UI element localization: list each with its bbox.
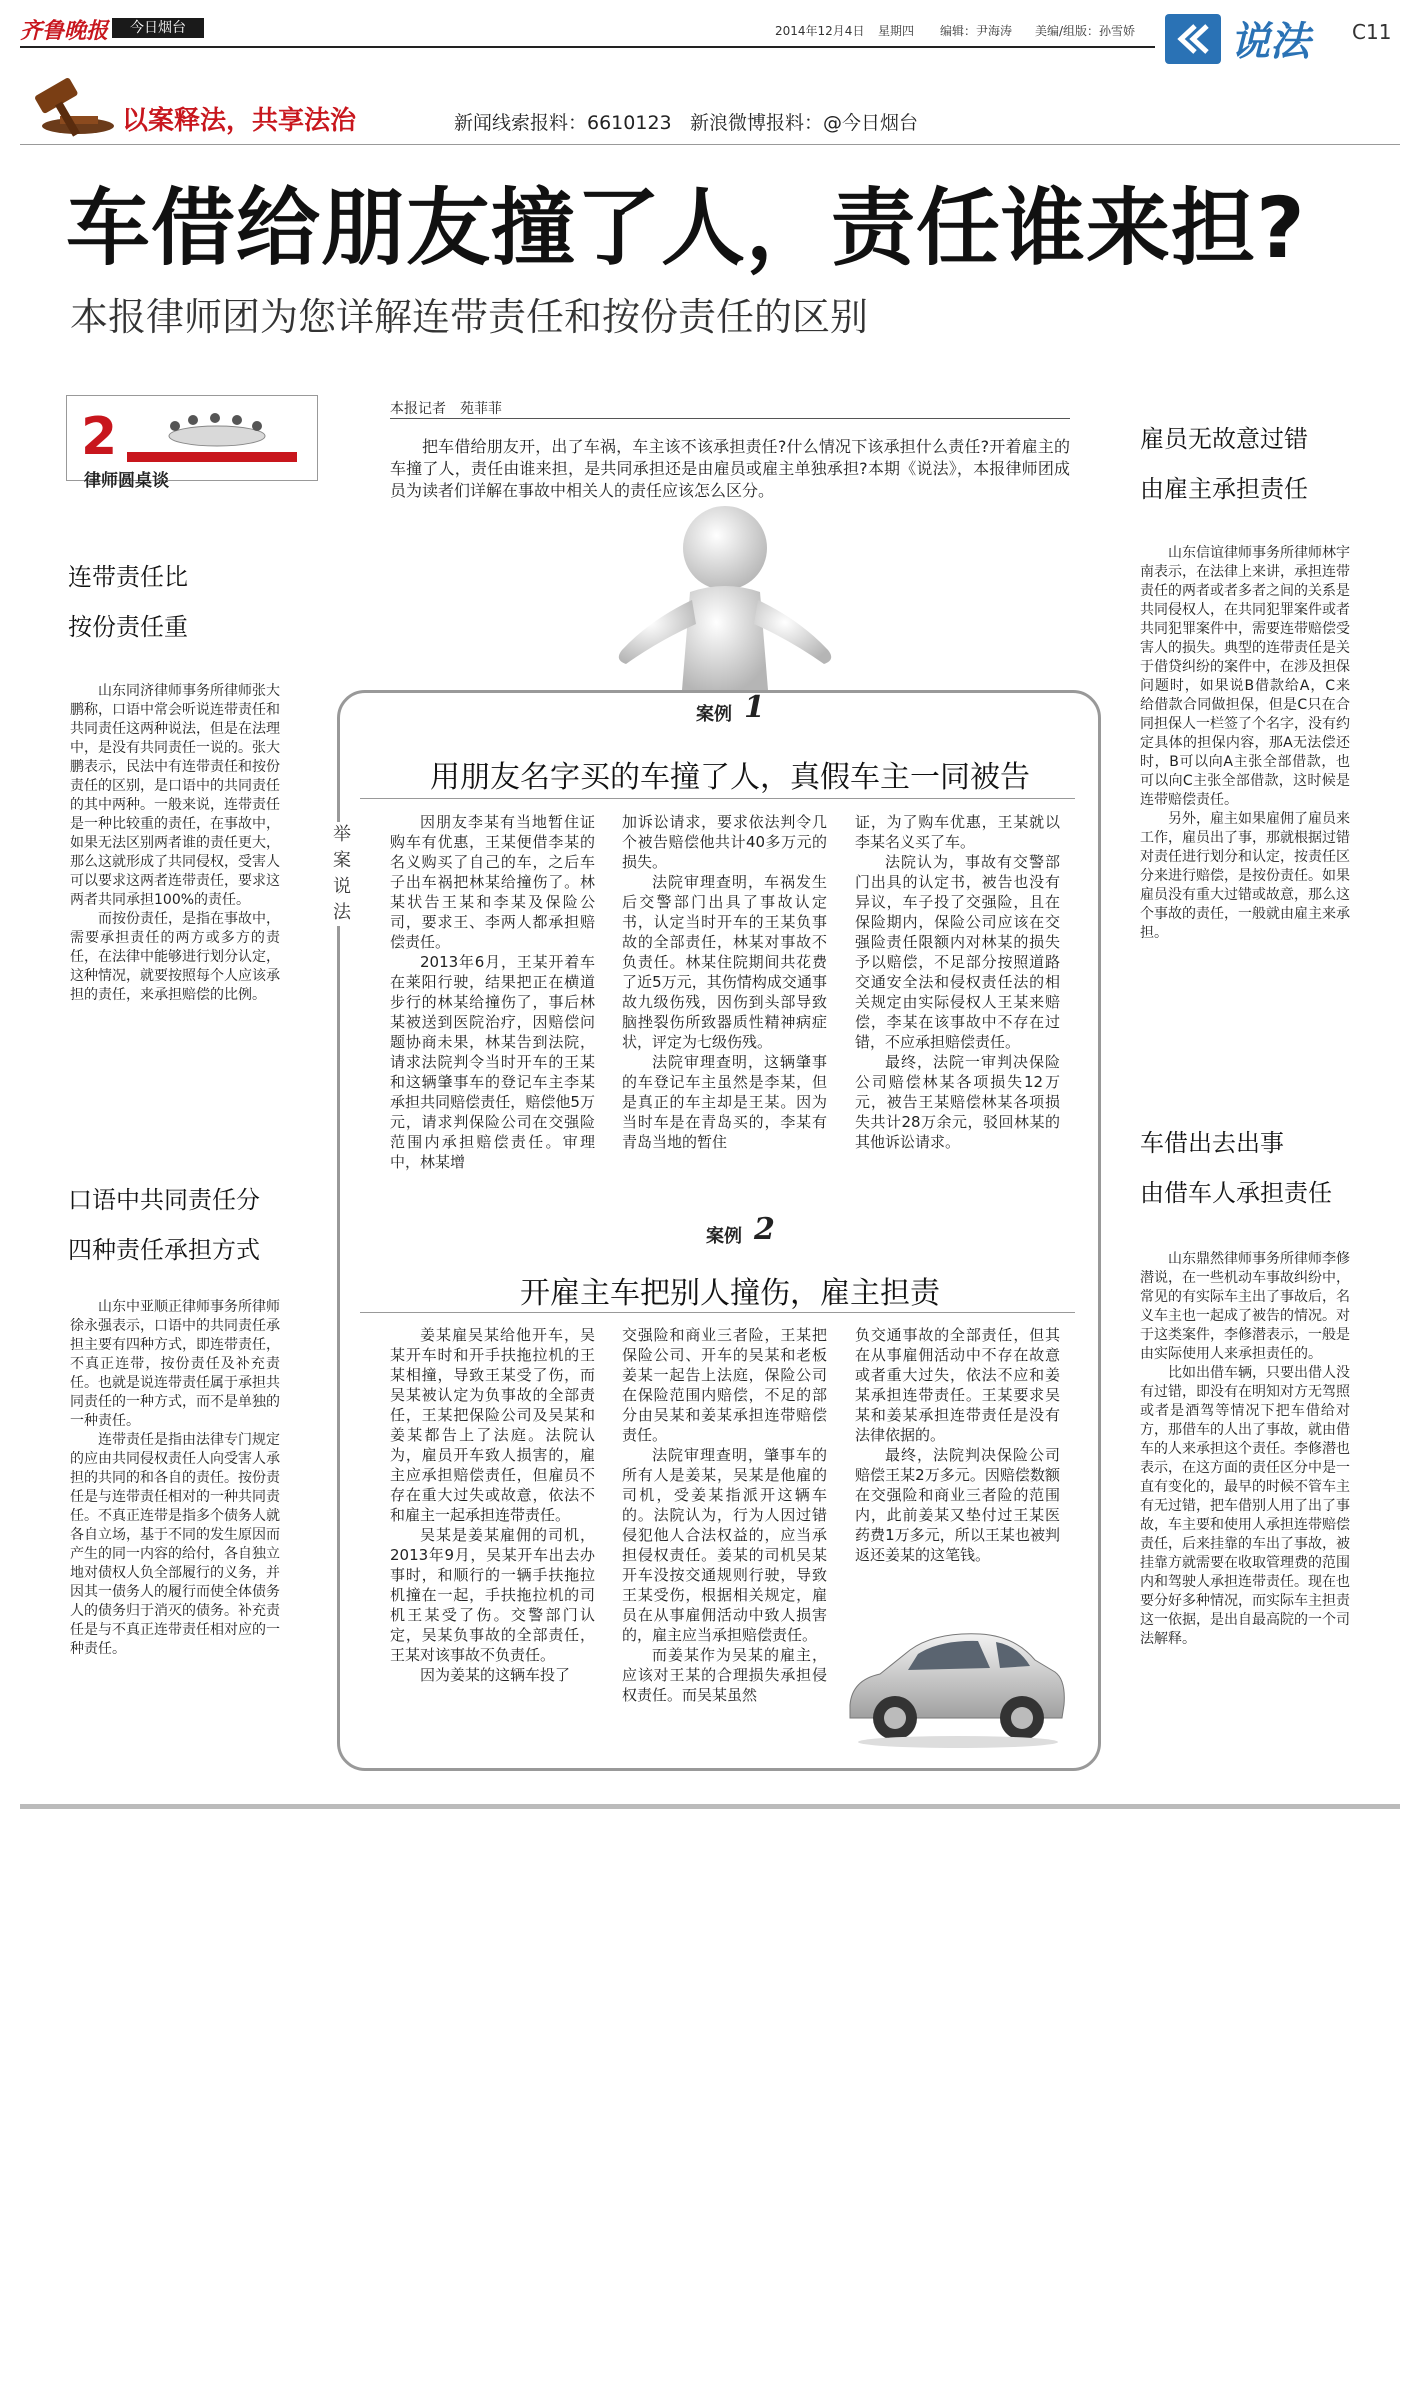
- designer-credit: 美编/组版：孙雪娇: [1035, 24, 1136, 38]
- paragraph: 法院认为，事故有交警部门出具的认定书，被告也没有异议，车子投了交强险，且在保险期内，保险公司应该在交强险责任限额内对林某的损失予以赔偿，不足部分按照道路交通安全法和侵权责任法的相关规定由实际侵权人王某来赔偿，李某在该事故中不存在过错，不应承担赔偿责任。: [855, 853, 1060, 1051]
- case2-col2: [622, 1325, 827, 1705]
- paragraph: 加诉讼请求，要求依法判令几个被告赔偿他共计40多万元的损失。: [622, 813, 827, 871]
- paragraph: 山东同济律师事务所律师张大鹏称，口语中常会听说连带责任和共同责任这两种说法，但是在法理中，是没有共同责任一说的。张大鹏表示，民法中有连带责任和按份责任的区别，是口语中的共同责任的其中两种。一般来说，连带责任是一种比较重的责任，在事故中，如果无法区别两者谁的责任更大，那么这就形成了共同侵权，受害人可以要求这两者连带责任，要求这两者共同承担100%的责任。: [70, 683, 280, 908]
- case2-number: 2: [754, 1212, 775, 1247]
- paragraph: 证，为了购车优惠，王某就以李某名义买了车。: [855, 813, 1060, 851]
- right-heading-1: [1140, 414, 1400, 514]
- paragraph: 而姜某作为吴某的雇主，应该对王某的合理损失承担侵权责任。而吴某虽然: [622, 1646, 827, 1704]
- paragraph: 山东信谊律师事务所律师林宇南表示，在法律上来讲，承担连带责任的两者或者多者之间的关系是共同侵权人，在共同犯罪案件或者共同犯罪案件中，需要连带赔偿受害人的损失。典型的连带责任是关于借贷纠纷的案件中，在涉及担保问题时，如果说B借款给A，C来给借款合同做担保，但是C只在合同担保人一栏签了个名字，没有约定具体的担保内容，那A无法偿还时，B可以向A主张全部借款，也可以向C主张全部借款，这时候是连带赔偿责任。: [1140, 545, 1350, 808]
- case2-col1: [390, 1325, 595, 1685]
- newspaper-logo: 齐鲁晚报: [20, 18, 109, 44]
- byline-rule: [390, 418, 1070, 419]
- left-text-2: [70, 1298, 280, 1659]
- news-hotline: 新闻线索报料：6610123: [454, 112, 672, 134]
- paragraph: 2013年6月，王某开着车在莱阳行驶，结果把正在横道步行的林某给撞伤了，事后林某被送到医院治疗，因赔偿问题协商未果，林某告到法院，请求法院判令当时开车的王某和这辆肇事车的登记车主李某承担共同赔偿责任，赔偿他5万元，请求判保险公司在交强险范围内承担赔偿责任。审理中，林某增: [390, 953, 595, 1171]
- right-text-1: [1140, 544, 1350, 943]
- roundtable-label: 律师圆桌谈: [84, 471, 169, 491]
- case2-title: 开雇主车把别人撞伤，雇主担责: [520, 1276, 940, 1311]
- case1-number: 1: [744, 690, 765, 725]
- masthead-rule: [20, 46, 1155, 48]
- left-heading-1-line1: 连带责任比: [68, 563, 188, 591]
- column-chevron-icon: [1165, 14, 1221, 64]
- presenter-figure-icon: [600, 500, 850, 710]
- lead-paragraph: [390, 436, 1070, 502]
- left-heading-1: [68, 552, 308, 652]
- car-illustration-icon: [840, 1610, 1070, 1750]
- column-title: 说法: [1230, 18, 1310, 65]
- paragraph: 法院审理查明，车祸发生后交警部门出具了事故认定书，认定当时开车的王某负事故的全部责任，林某对事故不负责任。林某住院期间共花费了近5万元，其伤情构成交通事故九级伤残，因伤到头部导致脑挫裂伤所致器质性精神病症状，评定为七级伤残。: [622, 873, 827, 1051]
- paragraph: 交强险和商业三者险，王某把保险公司、开车的吴某和老板姜某一起告上法庭，保险公司在保险范围内赔偿，不足的部分由吴某和姜某承担连带赔偿责任。: [622, 1326, 827, 1444]
- case2-col3: [855, 1325, 1060, 1565]
- paragraph: 法院审理查明，肇事车的所有人是姜某，吴某是他雇的司机，受姜某指派开这辆车的。法院认为，行为人因过错侵犯他人合法权益的，应当承担侵权责任。姜某的司机吴某开车没按交通规则行驶，导致王某受伤，根据相关规定，雇员在从事雇佣活动中致人损害的，雇主应当承担赔偿责任。: [622, 1446, 827, 1644]
- paragraph: 最终，法院判决保险公司赔偿王某2万多元。因赔偿数额在交强险和商业三者险的范围内，此前姜某又垫付过王某医药费1万多元，所以王某也被判返还姜某的这笔钱。: [855, 1446, 1060, 1564]
- right-heading-2-line2: 由借车人承担责任: [1140, 1179, 1332, 1207]
- left-heading-1-line2: 按份责任重: [68, 613, 188, 641]
- paragraph: 负交通事故的全部责任，但其在从事雇佣活动中不存在故意或者重大过失，依法不应和姜某承担连带责任。王某要求吴某和姜某承担连带责任是没有法律依据的。: [855, 1326, 1060, 1444]
- page-number: C11: [1352, 20, 1392, 44]
- case2-label: 案例: [706, 1226, 742, 1247]
- right-heading-2: [1140, 1118, 1400, 1218]
- right-heading-1-line2: 由雇主承担责任: [1140, 475, 1308, 503]
- left-text-1: [70, 682, 280, 1005]
- paragraph: 吴某是姜某雇佣的司机，2013年9月，吴某开车出去办事时，和顺行的一辆手扶拖拉机撞在一起，手扶拖拉机的司机王某受了伤。交警部门认定，吴某负事故的全部责任，王某对该事故不负责任。: [390, 1526, 595, 1664]
- case1-col1: [390, 812, 595, 1172]
- lead-text: 把车借给朋友开，出了车祸，车主该不该承担责任?什么情况下该承担什么责任?开着雇主的车撞了人，责任由谁来担，是共同承担还是由雇员或雇主单独承担?本期《说法》，本报律师团成员为读者们详解在事故中相关人的责任应该怎么区分。: [390, 437, 1070, 500]
- left-heading-2: [68, 1175, 328, 1275]
- right-heading-1-line1: 雇员无故意过错: [1140, 425, 1308, 453]
- editor-credit: 编辑：尹海涛: [940, 24, 1013, 38]
- case1-col2: [622, 812, 827, 1152]
- svg-text:2: 2: [81, 407, 118, 467]
- paragraph: 姜某雇吴某给他开车，吴某开车时和开手扶拖拉机的王某相撞，导致王某受了伤，而吴某被认定为负事故的全部责任，王某把保险公司及吴某和姜某都告上了法庭。法院认为，雇员开车致人损害的，雇主应承担赔偿责任，但雇员不存在重大过失或故意，依法不和雇主一起承担连带责任。: [390, 1326, 595, 1524]
- paragraph: 连带责任是指由法律专门规定的应由共同侵权责任人向受害人承担的共同的和各自的责任。按份责任是与连带责任相对的一种共同责任。不真正连带是指多个债务人就各自立场，基于不同的发生原因而产生的同一内容的给付，各自独立地对债权人负全部履行的义务，并因其一债务人的履行而使全体债务人的债务归于消灭的债务。补充责任是与不真正连带责任相对应的一种责任。: [70, 1432, 280, 1657]
- paragraph: 因朋友李某有当地暂住证购车有优惠，王某便借李某的名义购买了自己的车，之后车子出车祸把林某给撞伤了。林某状告王某和李某及保险公司，要求王、李两人都承担赔偿责任。: [390, 813, 595, 951]
- paragraph: 最终，法院一审判决保险公司赔偿林某各项损失12万元，被告王某赔偿林某各项损失共计28万余元，驳回林某的其他诉讼请求。: [855, 1053, 1060, 1151]
- right-heading-2-line1: 车借出去出事: [1140, 1129, 1284, 1157]
- paragraph: 山东中亚顺正律师事务所律师徐永强表示，口语中的共同责任承担主要有四种方式，即连带责任，不真正连带，按份责任及补充责任。也就是说连带责任属于承担共同责任的一种方式，而不是单独的一种责任。: [70, 1299, 280, 1429]
- paragraph: 法院审理查明，这辆肇事的车登记车主虽然是李某，但是真正的车主却是王某。因为当时车是在青岛买的，李某有青岛当地的暂住: [622, 1053, 827, 1151]
- byline: 本报记者 苑菲菲: [390, 401, 502, 417]
- banner-slogan: 以案释法，共享法治: [122, 106, 357, 136]
- gavel-icon: [20, 68, 120, 138]
- left-heading-2-line2: 四种责任承担方式: [68, 1236, 260, 1264]
- main-headline: 车借给朋友撞了人，责任谁来担?: [66, 179, 1306, 277]
- page-bottom-rule: [20, 1804, 1400, 1809]
- banner-rule: [20, 144, 1400, 145]
- sub-headline: 本报律师团为您详解连带责任和按份责任的区别: [70, 295, 869, 339]
- case2-rule: [360, 1312, 1075, 1313]
- right-text-2: [1140, 1250, 1350, 1649]
- paragraph: 因为姜某的这辆车投了: [420, 1666, 571, 1684]
- case1-rule: [360, 798, 1075, 799]
- section-badge: 今日烟台: [112, 18, 204, 38]
- case1-label: 案例: [696, 704, 732, 725]
- case1-col3: [855, 812, 1060, 1152]
- paragraph: 比如出借车辆，只要出借人没有过错，即没有在明知对方无驾照或者是酒驾等情况下把车借给对方，那借车的人出了事故，就由借车的人来承担这个责任。李修潜也表示，在这方面的责任区分中是一直有变化的，最早的时候不管车主有无过错，把车借别人用了出了事故，车主要和使用人承担连带赔偿责任，后来挂靠的车出了事故，被挂靠方就需要在收取管理费的范围内和驾驶人承担连带责任。现在也要分好多种情况，而实际车主担责这一依据，是出自最高院的一个司法解释。: [1140, 1365, 1350, 1647]
- issue-date: 2014年12月4日: [775, 24, 865, 38]
- paragraph: 而按份责任，是指在事故中，需要承担责任的两方或多方的责任，在法律中能够进行划分认定，这种情况，就要按照每个人应该承担的责任，来承担赔偿的比例。: [70, 911, 280, 1003]
- paragraph: 另外，雇主如果雇佣了雇员来工作，雇员出了事，那就根据过错对责任进行划分和认定，按责任区分来进行赔偿，是按份责任。如果雇员没有重大过错或故意，那么这个事故的责任，一般就由雇主来承担。: [1140, 811, 1350, 941]
- weibo-account: 新浪微博报料：@今日烟台: [690, 112, 919, 134]
- case-column-label: 举案说法: [330, 822, 354, 926]
- issue-weekday: 星期四: [878, 24, 915, 38]
- case1-title: 用朋友名字买的车撞了人，真假车主一同被告: [430, 760, 1030, 795]
- left-heading-2-line1: 口语中共同责任分: [68, 1186, 260, 1214]
- paragraph: 山东鼎然律师事务所律师李修潜说，在一些机动车事故纠纷中，常见的有实际车主出了事故后，名义车主也一起成了被告的情况。对于这类案件，李修潜表示，一般是由实际使用人来承担责任的。: [1140, 1251, 1350, 1362]
